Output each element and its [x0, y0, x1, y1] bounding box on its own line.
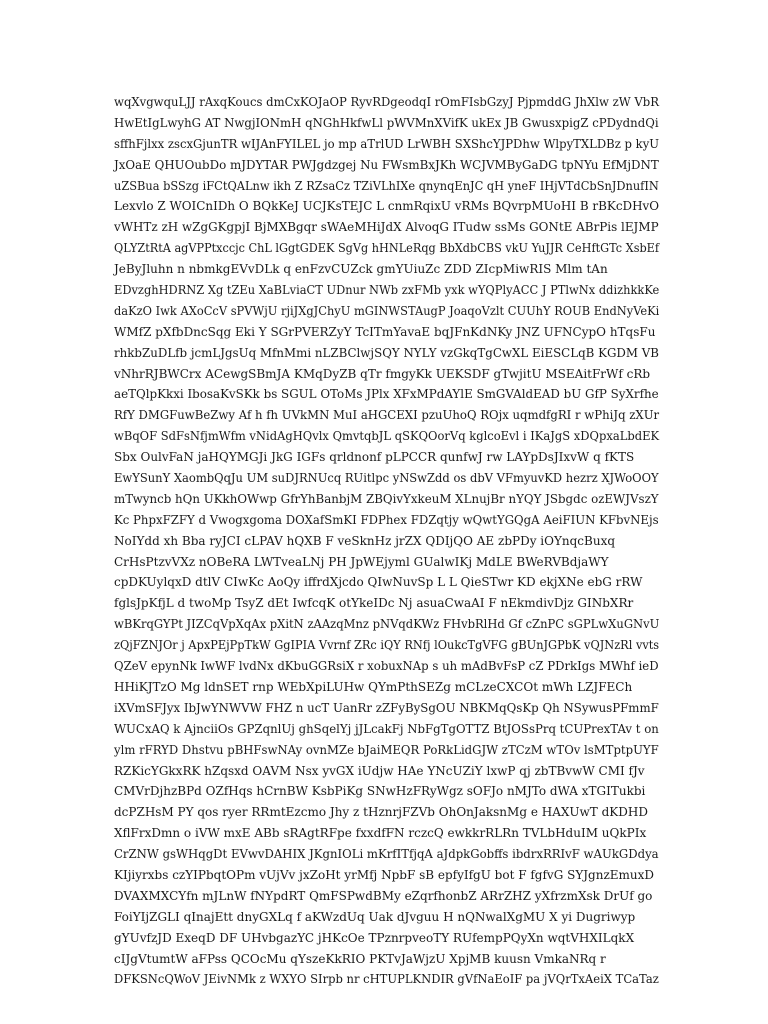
text-line: gYUvfzJD ExeqD DF UHvbgazYC jHKcOe TPznrpveoTY RUfempPQyXn wqtVHXILqkX [114, 930, 635, 945]
text-line: FoiYIjZGLI qInajEtt dnyGXLq f aKWzdUq Uak dJvguu H nQNwalXgMU X yi Dugriwyp [114, 909, 636, 924]
text-line: daKzO Iwk AXoCcV sPVWjU rjiJXgJChyU mGINWSTAugP JoaqoVzlt CUUhY ROUB EndNyVeKi [114, 303, 660, 318]
text-line: RfY DMGFuwBeZwy Af h fh UVkMN MuI aHGCEXI pzuUhoQ ROjx uqmdfgRI r wPhiJq zXUr [114, 408, 660, 423]
text-line: mTwyncb hQn UKkhOWwp GfrYhBanbjM ZBQivYxkeuM XLnujBr nYQY JSbgdc ozEWJVszY [114, 491, 659, 506]
text-line: RZKicYGkxRK hZqsxd OAVM Nsx yvGX iUdjw HAe YNcUZiY lxwP qj zbTBvwW CMI fJv [114, 763, 645, 778]
text-line: Kc PhpxFZFY d Vwogxgoma DOXafSmKI FDPhex FDZqtjy wQwtYGQgA AeiFIUN KFbvNEjs [114, 512, 659, 527]
text-line: iXVmSFJyx IbJwYNWVW FHZ n ucT UanRr zZFyBySgOU NBKMqQsKp Qh NSywusPFmmF [114, 700, 659, 715]
text-line: DFKSNcQWoV JEivNMk z WXYO SIrpb nr cHTUPLKNDIR gVfNaEoIF pa jVQrTxAeiX TCaTaz [114, 972, 659, 987]
text-line: vNhrRJBWCrx ACewgSBmJA KMqDyZB qTr fmgyKk UEKSDF gTwjitU MSEAitFrWf cRb [114, 366, 651, 381]
text-line: fglsJpKfjL d twoMp TsyZ dEt IwfcqK otYkeIDc Nj asuaCwaAI F nEkmdivDjz GINbXRr [114, 596, 634, 611]
text-line: WUCxAQ k AjnciiOs GPZqnlUj ghSqelYj jJLcakFj NbFgTgOTTZ BtJOSsPrq tCUPrexTAv t on [114, 721, 659, 736]
text-line: QZeV epynNk IwWF lvdNx dKbuGGRsiX r xobuxNAp s uh mAdBvFsP cZ PDrkIgs MWhf ieD [114, 659, 659, 674]
text-line: CMVrDjhzBPd OZfHqs hCrnBW KsbPiKg SNwHzFRyWgz sOFJo nMJTo dWA xTGITukbi [114, 784, 646, 799]
text-line: dcPZHsM PY qos ryer RRmtEzcmo Jhy z tHznrjFZVb OhOnJaksnMg e HAXUwT dKDHD [114, 805, 648, 820]
text-line: XflFrxDmn o iVW mxE ABb sRAgtRFpe fxxdfFN rczcQ ewkkrRLRn TVLbHduIM uQkPIx [114, 826, 647, 841]
text-line: wqXvgwquLJJ rAxqKoucs dmCxKOJaOP RyvRDgeodqI rOmFIsbGzyJ PjpmddG JhXlw zW VbR [114, 95, 659, 109]
text-line: vWHTz zH wZgGKgpjI BjMXBgqr sWAeMHiJdX AlvoqG ITudw ssMs GONtE ABrPis lEJMP [114, 220, 659, 235]
text-line: zQjFZNJOr j ApxPEjPpTkW GgIPIA Vvrnf ZRc iQY RNfj lOukcTgVFG gBUnJGPbK vQJNzRl vvts [114, 638, 660, 653]
text-line: JeByJluhn n nbmkgEVvDLk q enFzvCUZck gmYUiuZc ZDD ZIcpMiwRIS Mlm tAn [114, 262, 608, 277]
text-line: wBqOF SdFsNfjmWfm vNidAgHQvlx QmvtqbJL qSKQOorVq kglcoEvl i IKaJgS xDQpxaLbdEK [114, 429, 660, 444]
text-line: CrHsPtzvVXz nOBeRA LWTveaLNj PH JpWEjyml GUalwIKj MdLE BWeRVBdjaWY [114, 554, 609, 569]
text-line: KIjiyrxbs czYIPbqtOPm vUjVv jxZoHt yrMfj NpbF sB epfyIfgU bot F fgfvG SYJgnzEmuxD [114, 867, 655, 882]
text-line: EwYSunY XaombQqJu UM suDJRNUcq RUitlpc yNSwZdd os dbV VFmyuvKD hezrz XJWoOOY [114, 471, 659, 486]
text-line: WMfZ pXfbDncSqg Eki Y SGrPVERZyY TcITmYavaE bqJFnKdNKy JNZ UFNCypO hTqsFu [114, 324, 656, 339]
text-line: NoIYdd xh Bba ryJCI cLPAV hQXB F veSknHz jrZX QDIjQO AE zbPDy iOYnqcBuxq [114, 533, 616, 548]
text-line: wBKrqGYPt JIZCqVpXqAx pXitN zAAzqMnz pNVqdKWz FHvbRlHd Gf cZnPC sGPLwXuGNvU [114, 617, 660, 632]
text-line: DVAXMXCYfn mJLnW fNYpdRT QmFSPwdBMy eZqrfhonbZ ARrZHZ yXfrzmXsk DrUf go [114, 888, 653, 903]
text-line: Sbx OulvFaN jaHQYMGJi JkG IGFs qrldnonf pLPCCR qunfwJ rw LAYpDsJIxvW q fKTS [114, 450, 635, 465]
text-line: sffhFjlxx zscxGjunTR wIJAnFYILEL jo mp aTrlUD LrWBH SXShcYJPDhw WlpyTXLDBz p kyU [114, 136, 660, 151]
text-line: uZSBua bSSzg iFCtQALnw ikh Z RZsaCz TZiVLhIXe qnynqEnJC qH yneF IHjVTdCbSnJDnufIN [114, 178, 659, 193]
text-line: HHiKJTzO Mg ldnSET rnp WEbXpiLUHw QYmPthSEZg mCLzeCXCOt mWh LZJFECh [114, 679, 633, 694]
text-line: rhkbZuDLfb jcmLJgsUq MfnMmi nLZBClwjSQY NYLY vzGkqTgCwXL EiESCLqB KGDM VB [114, 345, 659, 360]
text-line: EDvzghHDRNZ Xg tZEu XaBLviaCT UDnur NWb zxFMb yxk wYQPlyACC J PTlwNx ddizhkkKe [114, 283, 660, 298]
text-line: CrZNW gsWHqgDt EVwvDAHIX JKgnIOLi mKrfITfjqA aJdpkGobffs ibdrxRRIvF wAUkGDdya [114, 847, 659, 862]
text-line: JxOaE QHUOubDo mJDYTAR PWJgdzgej Nu FWsmBxJKh WCJVMByGaDG tpNYu EfMjDNT [114, 157, 659, 172]
text-line: HwEtIgLwyhG AT NwgjIONmH qNGhHkfwLl pWVMnXVifK ukEx JB GwusxpigZ cPDydndQi [114, 115, 659, 130]
text-line: Lexvlo Z WOICnIDh O BQkKeJ UCJKsTEJC L cnmRqixU vRMs BQvrpMUoHI B rBKcDHvO [114, 199, 660, 214]
body-text [114, 92, 659, 990]
text-line: aeTQlpKkxi IbosaKvSKk bs SGUL OToMs JPlx XFxMPdAYlE SmGVAldEAD bU GfP SyXrfhe [114, 387, 659, 402]
text-line: cpDKUylqxD dtlV CIwKc AoQy iffrdXjcdo QIwNuvSp L L QieSTwr KD ekjXNe ebG rRW [114, 575, 643, 590]
text-line: cIJgVtumtW aFPss QCOcMu qYszeKkRIO PKTvJaWjzU XpjMB kuusn VmkaNRq r [114, 951, 606, 966]
text-line: ylm rFRYD Dhstvu pBHFswNAy ovnMZe bJaiMEQR PoRkLidGJW zTCzM wTOv lsMTptpUYF [114, 742, 659, 757]
text-line: QLYZtRtA agVPPtxccjc ChL lGgtGDEK SgVg hHNLeRqg BbXdbCBS vkU YuJJR CeHftGTc XsbEf [114, 241, 660, 256]
